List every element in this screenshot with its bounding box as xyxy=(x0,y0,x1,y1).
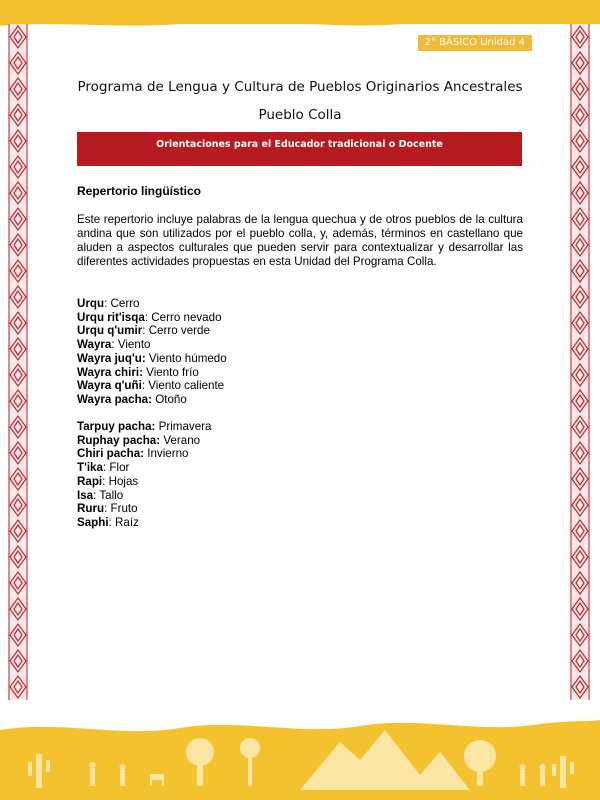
vocab-separator: : xyxy=(93,488,100,502)
vocab-meaning: Tallo xyxy=(99,488,124,502)
vocab-item xyxy=(77,352,227,366)
program-title: Programa de Lengua y Cultura de Pueblos Originarios Ancestrales xyxy=(77,79,523,95)
vocab-meaning: Viento xyxy=(117,338,151,352)
vocab-meaning: Cerro xyxy=(110,297,140,310)
vocab-item xyxy=(77,366,227,380)
vocab-item xyxy=(77,502,211,516)
top-wave-decoration xyxy=(0,14,600,36)
vocab-meaning: Raíz xyxy=(115,515,139,529)
grade-unit-badge: 2° BÁSICO Unidad 4 xyxy=(418,35,532,51)
vocab-item xyxy=(77,516,211,530)
vocab-separator: : xyxy=(102,474,109,488)
vocab-term: Urqu rit'isqa xyxy=(77,310,145,324)
vocab-separator: : xyxy=(144,310,152,324)
vocab-term: Rapi xyxy=(77,474,103,488)
vocab-term: Saphi xyxy=(77,515,109,529)
vocab-meaning: Hojas xyxy=(108,474,139,488)
vocab-item xyxy=(77,297,227,311)
vocab-item xyxy=(77,447,211,461)
vocab-meaning: Flor xyxy=(109,461,130,475)
right-woven-border xyxy=(570,24,590,700)
vocab-meaning: Verano xyxy=(163,433,201,447)
vocab-meaning: Viento caliente xyxy=(148,379,225,393)
vocab-term: Chiri pacha: xyxy=(77,447,144,461)
vocab-term: Ruru xyxy=(77,502,105,516)
vocab-separator: : xyxy=(104,502,111,516)
vocab-term: Wayra q'uñi xyxy=(77,379,142,393)
vocab-term: Wayra juq'u: xyxy=(77,351,146,365)
vocab-separator: : xyxy=(142,324,149,338)
vocab-item xyxy=(77,324,227,338)
footer-landscape-illustration xyxy=(0,690,600,800)
vocab-term: Urqu q'umir xyxy=(77,324,143,338)
vocab-meaning: Fruto xyxy=(110,502,138,516)
vocabulary-list-seasons-plants xyxy=(77,420,211,530)
vocab-item xyxy=(77,393,227,407)
vocab-meaning: Viento húmedo xyxy=(148,351,227,365)
vocab-separator: : xyxy=(141,379,149,393)
people-title: Pueblo Colla xyxy=(258,107,342,123)
vocab-term: Wayra chiri: xyxy=(77,365,143,379)
vocab-item xyxy=(77,420,211,434)
vocab-term: Tarpuy pacha: xyxy=(77,420,156,433)
left-woven-border xyxy=(8,24,28,700)
vocab-meaning: Cerro nevado xyxy=(151,310,222,324)
vocab-separator: : xyxy=(108,515,116,529)
vocab-separator: : xyxy=(104,297,111,310)
vocab-term: T'ika xyxy=(77,461,103,475)
educator-guidance-banner: Orientaciones para el Educador tradicional o Docente xyxy=(77,132,522,166)
vocab-term: Wayra xyxy=(77,338,112,352)
vocab-item xyxy=(77,475,211,489)
vocab-meaning: Primavera xyxy=(158,420,212,433)
vocab-term: Wayra pacha: xyxy=(77,392,152,406)
intro-paragraph: Este repertorio incluye palabras de la lengua quechua y de otros pueblos de la cultura andina que son utilizados por el pueblo colla, y, además, términos en castellano que aluden a aspectos culturales que pueden servir para contextualizar y desarrollar las diferentes actividades propuestas en esta Unidad del Programa Colla. xyxy=(77,213,523,268)
vocab-item xyxy=(77,461,211,475)
vocab-meaning: Cerro verde xyxy=(148,324,210,338)
vocab-separator: : xyxy=(102,461,110,475)
vocab-item xyxy=(77,489,211,503)
vocab-item xyxy=(77,434,211,448)
vocab-term: Ruphay pacha: xyxy=(77,433,161,447)
vocabulary-list-weather xyxy=(77,297,227,407)
vocab-item xyxy=(77,311,227,325)
vocab-meaning: Invierno xyxy=(147,447,189,461)
vocab-item xyxy=(77,338,227,352)
vocab-term: Isa xyxy=(77,488,94,502)
vocab-meaning: Viento frío xyxy=(146,365,199,379)
vocab-term: Urqu xyxy=(77,297,105,310)
section-title: Repertorio lingüístico xyxy=(77,184,202,198)
vocab-separator: : xyxy=(111,338,118,352)
vocab-item xyxy=(77,379,227,393)
vocab-meaning: Otoño xyxy=(155,392,187,406)
